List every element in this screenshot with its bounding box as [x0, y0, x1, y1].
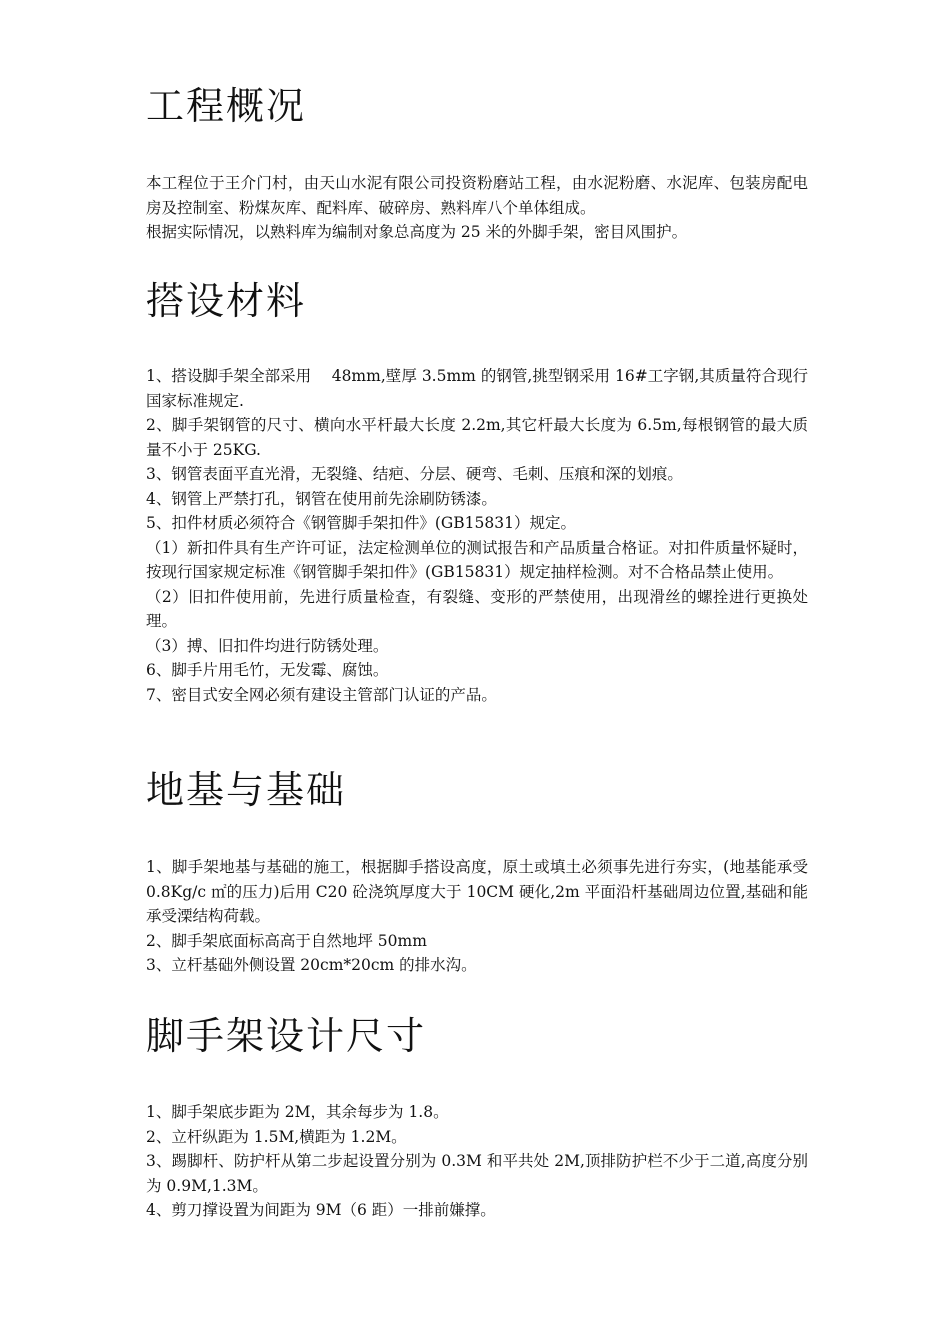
- paragraph: 1、脚手架地基与基础的施工，根据脚手搭设高度，原土或填土必须事先进行夯实，(地基能承受 0.8Kg/c ㎡的压力)后用 C20 砼浇筑厚度大于 10CM 硬化,2m 平面沿杆基础周边位置,基础和能承受溧结构荷载。: [146, 858, 808, 925]
- paragraph: 2、脚手架底面标高高于自然地坪 50mm: [146, 931, 427, 950]
- paragraph: 5、扣件材质必须符合《钢管脚手架扣件》(GB15831）规定。: [146, 514, 576, 532]
- paragraph: （1）新扣件具有生产许可证，法定检测单位的测试报告和产品质量合格证。对扣件质量怀疑时，按现行国家规定标准《钢管脚手架扣件》(GB15831）规定抽样检测。对不合格品禁止使用。: [146, 538, 808, 581]
- paragraph: 6、脚手片用毛竹，无发霉、腐蚀。: [146, 661, 389, 679]
- paragraph: 本工程位于王介门村，由天山水泥有限公司投资粉磨站工程，由水泥粉磨、水泥库、包装房配电房及控制室、粉煤灰库、配料库、破碎房、熟料库八个单体组成。: [146, 174, 808, 217]
- paragraph: 1、脚手架底步距为 2M，其余每步为 1.8。: [146, 1103, 449, 1121]
- section-heading: 工程概况: [146, 84, 307, 128]
- paragraph: 1、搭设脚手架全部采用 48mm,壁厚 3.5mm 的钢管,挑型钢采用 16#工字钢,其质量符合现行国家标准规定.: [146, 367, 808, 410]
- paragraph: 根据实际情况，以熟料库为编制对象总高度为 25 米的外脚手架，密目风围护。: [146, 223, 688, 241]
- paragraph: 2、立杆纵距为 1.5M,横距为 1.2M。: [146, 1127, 407, 1146]
- paragraph: （3）搏、旧扣件均进行防锈处理。: [146, 636, 389, 655]
- section-heading: 地基与基础: [146, 768, 347, 812]
- section-design-dimensions: [146, 1014, 808, 1223]
- section-project-overview: [146, 84, 808, 245]
- section-materials: [146, 279, 808, 707]
- paragraph: 3、钢管表面平直光滑，无裂缝、结疤、分层、硬弯、毛刺、压痕和深的划痕。: [146, 465, 683, 483]
- paragraph: 4、剪刀撑设置为间距为 9M（6 距）一排前嫌撑。: [146, 1201, 496, 1219]
- section-foundation: [146, 768, 808, 978]
- section-heading: 搭设材料: [146, 279, 307, 323]
- paragraph: 4、钢管上严禁打孔，钢管在使用前先涂刷防锈漆。: [146, 489, 497, 508]
- paragraph: 7、密目式安全网必须有建设主管部门认证的产品。: [146, 685, 497, 704]
- paragraph: （2）旧扣件使用前，先进行质量检查，有裂缝、变形的严禁使用，出现滑丝的螺拴进行更换处理。: [146, 587, 808, 630]
- paragraph: 2、脚手架钢管的尺寸、横向水平杆最大长度 2.2m,其它杆最大长度为 6.5m,每根钢管的最大质量不小于 25KG.: [146, 416, 808, 459]
- paragraph: 3、立杆基础外侧设置 20cm*20cm 的排水沟。: [146, 956, 477, 974]
- section-heading: 脚手架设计尺寸: [146, 1014, 427, 1058]
- paragraph: 3、踢脚杆、防护杆从第二步起设置分别为 0.3M 和平共处 2M,顶排防护栏不少于二道,高度分别为 0.9M,1.3M。: [146, 1152, 808, 1195]
